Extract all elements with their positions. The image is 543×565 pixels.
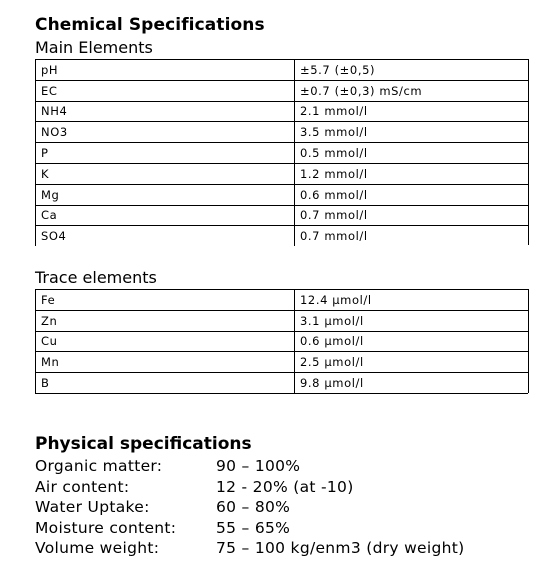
trace-elements-heading: Trace elements <box>35 268 157 287</box>
element-value: 3.5 mmol/l <box>295 122 529 143</box>
list-item <box>35 538 465 559</box>
table-row <box>36 373 529 394</box>
table-row <box>36 101 529 122</box>
main-elements-table <box>35 59 528 246</box>
list-item <box>35 456 465 477</box>
element-name: P <box>36 143 295 164</box>
spec-label: Air content: <box>35 477 130 496</box>
table-row <box>36 205 529 226</box>
spec-label: Volume weight: <box>35 539 160 557</box>
element-value: 2.1 mmol/l <box>295 101 529 122</box>
element-name: Mg <box>36 184 295 205</box>
main-elements-heading: Main Elements <box>35 38 153 57</box>
element-value: 0.6 µmol/l <box>295 331 529 352</box>
physical-specifications-heading: Physical specifications <box>35 434 252 454</box>
element-value: ±5.7 (±0,5) <box>295 60 529 81</box>
trace-elements-table <box>35 289 528 394</box>
element-name: NH4 <box>36 101 295 122</box>
table-row <box>36 331 529 352</box>
table-row <box>36 122 529 143</box>
table-row <box>36 143 529 164</box>
element-value: 0.6 mmol/l <box>295 184 529 205</box>
physical-specifications-list <box>35 456 465 559</box>
table-row <box>36 163 529 184</box>
spec-label: Moisture content: <box>35 518 177 537</box>
element-name: Fe <box>36 290 295 311</box>
element-name: SO4 <box>36 226 295 246</box>
element-name: Ca <box>36 205 295 226</box>
spec-value: 75 – 100 kg/enm3 (dry weight) <box>216 539 465 557</box>
spec-label: Organic matter: <box>35 457 163 475</box>
spec-value: 90 – 100% <box>216 457 301 475</box>
table-row <box>36 226 529 246</box>
list-item <box>35 518 465 539</box>
table-right-border <box>528 59 529 245</box>
element-value: 0.5 mmol/l <box>295 143 529 164</box>
element-value: 3.1 µmol/l <box>295 310 529 331</box>
table-row <box>36 60 529 81</box>
element-value: 0.7 mmol/l <box>295 226 529 246</box>
page-title: Chemical Specifications <box>35 15 265 35</box>
element-value: 2.5 µmol/l <box>295 352 529 373</box>
spec-value: 12 - 20% (at -10) <box>216 477 354 496</box>
element-name: B <box>36 373 295 394</box>
list-item <box>35 477 465 498</box>
spec-value: 55 – 65% <box>216 518 291 537</box>
element-name: Zn <box>36 310 295 331</box>
table-row <box>36 352 529 373</box>
spec-label: Water Uptake: <box>35 498 150 516</box>
element-value: ±0.7 (±0,3) mS/cm <box>295 80 529 101</box>
spec-value: 60 – 80% <box>216 498 291 516</box>
element-value: 9.8 µmol/l <box>295 373 529 394</box>
element-name: K <box>36 163 295 184</box>
element-name: Cu <box>36 331 295 352</box>
table-right-border <box>528 289 529 393</box>
list-item <box>35 497 465 518</box>
element-name: Mn <box>36 352 295 373</box>
element-value: 12.4 µmol/l <box>295 290 529 311</box>
element-name: NO3 <box>36 122 295 143</box>
table-row <box>36 290 529 311</box>
element-name: EC <box>36 80 295 101</box>
table-row <box>36 80 529 101</box>
element-name: pH <box>36 60 295 81</box>
element-value: 1.2 mmol/l <box>295 163 529 184</box>
table-row <box>36 310 529 331</box>
table-row <box>36 184 529 205</box>
element-value: 0.7 mmol/l <box>295 205 529 226</box>
